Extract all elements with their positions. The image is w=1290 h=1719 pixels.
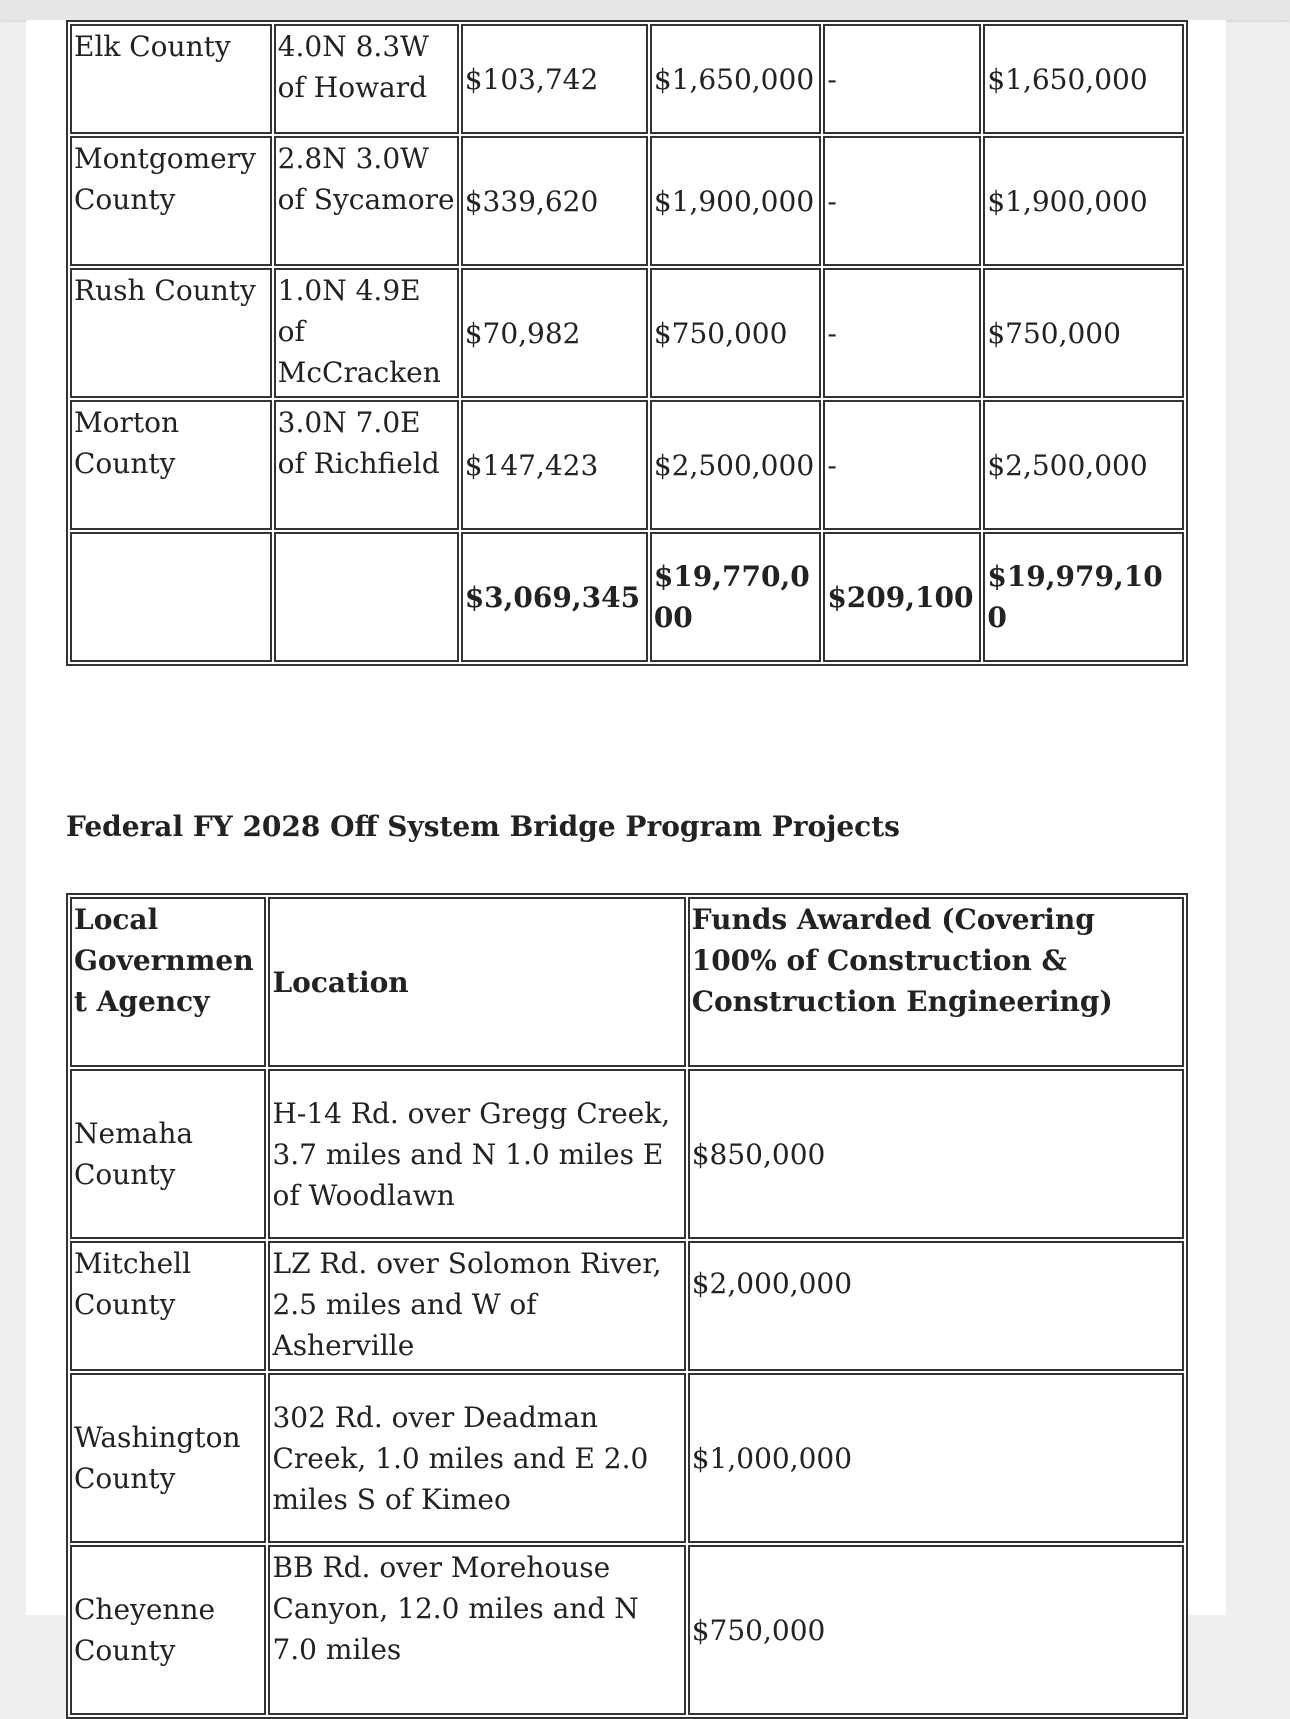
amount-cell: $70,982 (461, 268, 648, 398)
bridge-funding-table (66, 20, 1188, 666)
amount-cell: $1,900,000 (650, 136, 822, 266)
header-funds: Funds Awarded (Covering 100% of Construction & Construction Engineering) (688, 897, 1184, 1067)
amount-cell: $2,500,000 (983, 400, 1184, 530)
location-cell: 2.8N 3.0W of Sycamore (274, 136, 459, 266)
agency-cell: Morton County (70, 400, 272, 530)
amount-cell: $750,000 (650, 268, 822, 398)
total-cell: $19,979,100 (983, 532, 1184, 662)
table-row (70, 1241, 1184, 1371)
location-cell: BB Rd. over Morehouse Canyon, 12.0 miles and N 7.0 miles (268, 1545, 685, 1715)
total-cell: $3,069,345 (461, 532, 648, 662)
amount-cell: $103,742 (461, 24, 648, 134)
agency-cell: Nemaha County (70, 1069, 266, 1239)
table-row (70, 1373, 1184, 1543)
amount-cell: $1,650,000 (983, 24, 1184, 134)
table-row (70, 268, 1184, 398)
amount-cell: - (823, 24, 981, 134)
browser-top-bar (0, 0, 1290, 20)
amount-cell: - (823, 400, 981, 530)
table-row (70, 1069, 1184, 1239)
agency-cell: Washington County (70, 1373, 266, 1543)
total-cell: $19,770,000 (650, 532, 822, 662)
funds-cell: $1,000,000 (688, 1373, 1184, 1543)
amount-cell: $1,650,000 (650, 24, 822, 134)
agency-cell: Mitchell County (70, 1241, 266, 1371)
amount-cell: $1,900,000 (983, 136, 1184, 266)
funds-cell: $750,000 (688, 1545, 1184, 1715)
amount-cell: $147,423 (461, 400, 648, 530)
page-content (26, 20, 1226, 1667)
table-row (70, 400, 1184, 530)
amount-cell: - (823, 268, 981, 398)
funds-cell: $2,000,000 (688, 1241, 1184, 1371)
empty-cell (274, 532, 459, 662)
agency-cell: Rush County (70, 268, 272, 398)
agency-cell: Cheyenne County (70, 1545, 266, 1715)
agency-cell: Elk County (70, 24, 272, 134)
off-system-bridge-table (66, 893, 1188, 1719)
table-row (70, 1545, 1184, 1715)
location-cell: 3.0N 7.0E of Richfield (274, 400, 459, 530)
amount-cell: - (823, 136, 981, 266)
amount-cell: $750,000 (983, 268, 1184, 398)
location-cell: 302 Rd. over Deadman Creek, 1.0 miles and E 2.0 miles S of Kimeo (268, 1373, 685, 1543)
location-cell: 4.0N 8.3W of Howard (274, 24, 459, 134)
funds-cell: $850,000 (688, 1069, 1184, 1239)
header-location: Location (268, 897, 685, 1067)
location-cell: H-14 Rd. over Gregg Creek, 3.7 miles and N 1.0 miles E of Woodlawn (268, 1069, 685, 1239)
section-heading: Federal FY 2028 Off System Bridge Program Projects (66, 810, 900, 843)
agency-cell: Montgomery County (70, 136, 272, 266)
amount-cell: $339,620 (461, 136, 648, 266)
totals-row (70, 532, 1184, 662)
location-cell: 1.0N 4.9E of McCracken (274, 268, 459, 398)
table-header-row (70, 897, 1184, 1067)
amount-cell: $2,500,000 (650, 400, 822, 530)
empty-cell (70, 532, 272, 662)
total-cell: $209,100 (823, 532, 981, 662)
location-cell: LZ Rd. over Solomon River, 2.5 miles and W of Asherville (268, 1241, 685, 1371)
header-agency: Local Government Agency (70, 897, 266, 1067)
table-row (70, 24, 1184, 134)
table-row (70, 136, 1184, 266)
